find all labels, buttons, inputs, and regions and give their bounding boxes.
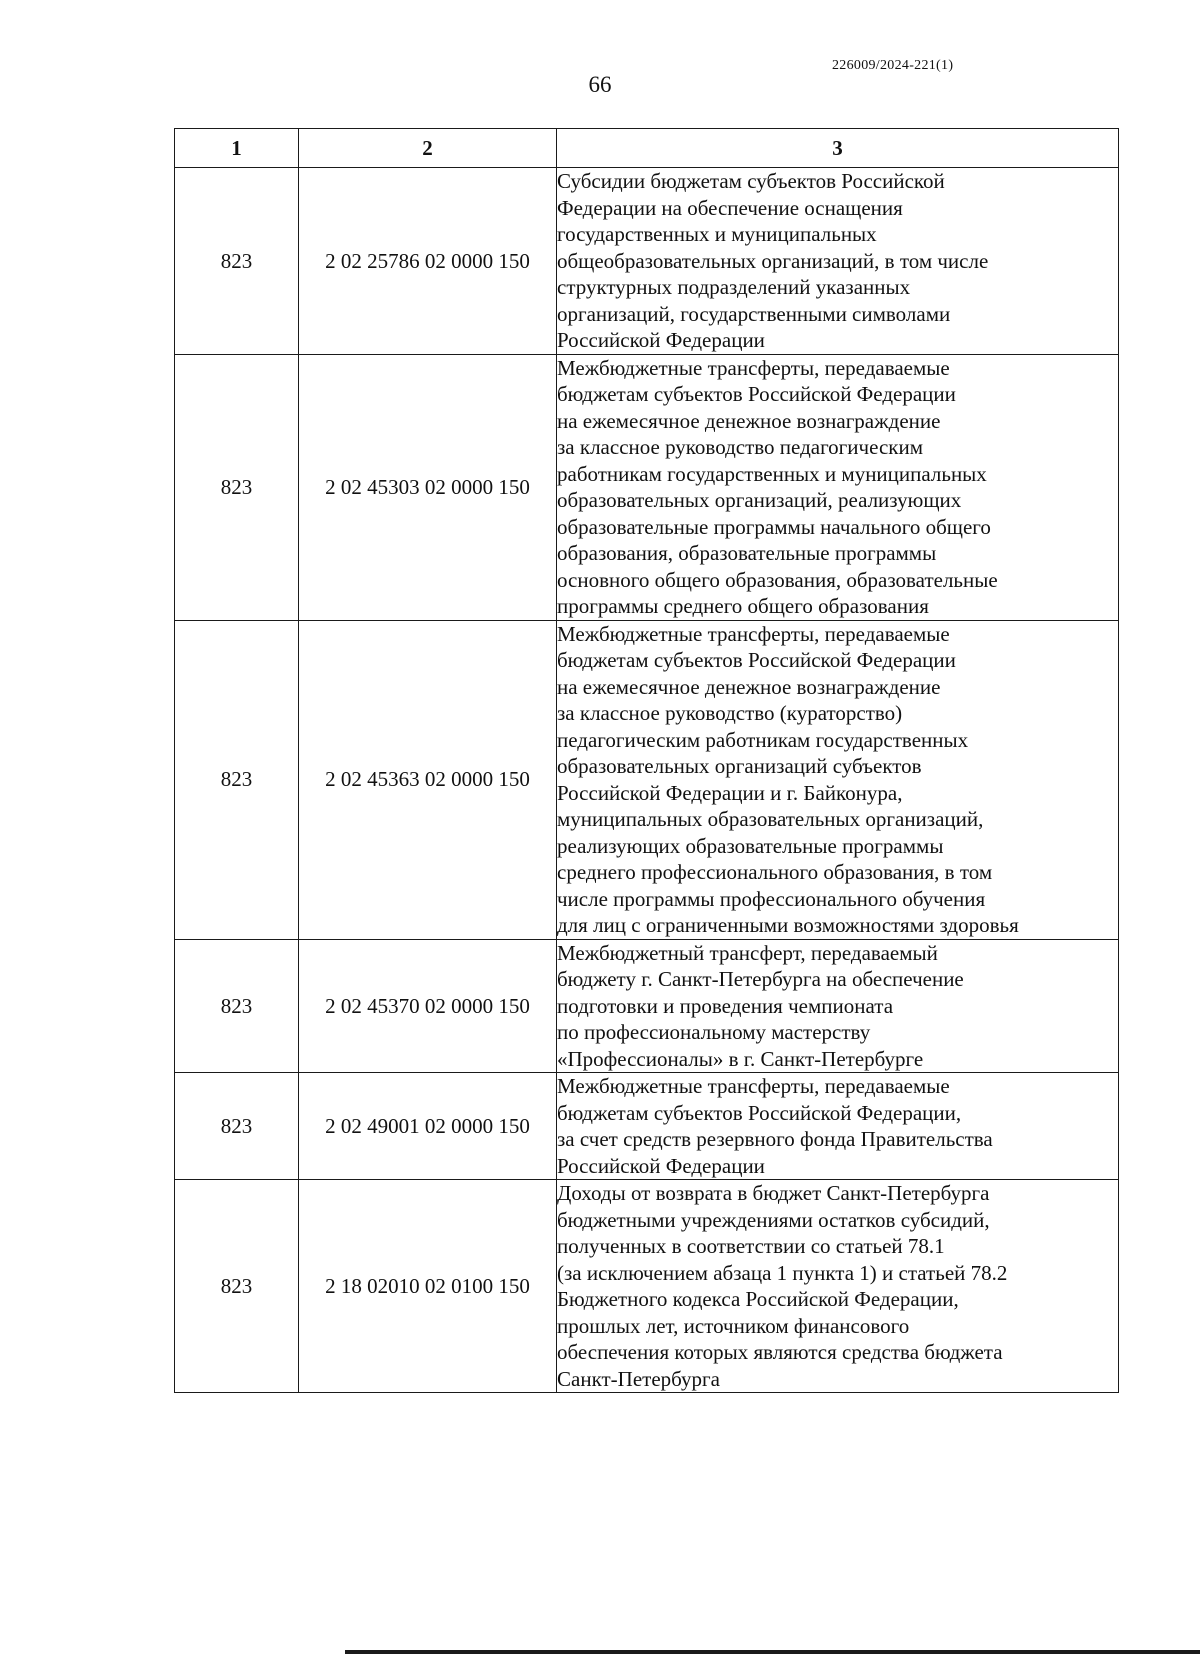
description-line: педагогическим работникам государственных (557, 727, 969, 752)
description-line: структурных подразделений указанных (557, 275, 911, 299)
description-line: муниципальных образовательных организаций, (557, 807, 984, 831)
description-line: Межбюджетный трансферт, передаваемый (557, 940, 938, 965)
description-line: обеспечения которых являются средства бюджета (557, 1340, 1003, 1364)
table-row (175, 168, 1119, 355)
table-body (175, 168, 1119, 1393)
description-line: прошлых лет, источником финансового (557, 1313, 910, 1338)
description-cell (557, 168, 1119, 355)
description-line: за классное руководство педагогическим (557, 435, 923, 459)
description-line: на ежемесячное денежное вознаграждение (557, 674, 941, 699)
description-line: Санкт-Петербурга (557, 1366, 720, 1391)
description-line: бюджету г. Санкт-Петербурга на обеспечение (557, 967, 964, 991)
table-header (175, 129, 1119, 168)
description-line: бюджетам субъектов Российской Федерации (557, 648, 956, 672)
table-row (175, 1073, 1119, 1180)
admin-code-cell: 823 (175, 620, 299, 939)
admin-code-cell: 823 (175, 1073, 299, 1180)
description-line: общеобразовательных организаций, в том числе (557, 248, 989, 273)
description-line: работникам государственных и муниципальных (557, 461, 987, 486)
admin-code-cell: 823 (175, 939, 299, 1073)
description-line: Субсидии бюджетам субъектов Российской (557, 169, 945, 193)
description-line: Межбюджетные трансферты, передаваемые (557, 355, 950, 380)
column-header-3: 3 (557, 129, 1119, 168)
budget-classification-table (174, 128, 1119, 1393)
budget-code-cell: 2 02 49001 02 0000 150 (299, 1073, 557, 1180)
description-line: бюджетам субъектов Российской Федерации (557, 382, 956, 406)
description-line: образовательных организаций субъектов (557, 754, 922, 778)
description-line: «Профессионалы» в г. Санкт-Петербурге (557, 1046, 924, 1071)
description-cell (557, 354, 1119, 620)
description-cell (557, 620, 1119, 939)
description-line: бюджетам субъектов Российской Федерации, (557, 1100, 962, 1125)
budget-code-cell: 2 02 25786 02 0000 150 (299, 168, 557, 355)
budget-code-cell: 2 02 45303 02 0000 150 (299, 354, 557, 620)
description-line: Доходы от возврата в бюджет Санкт-Петербурга (557, 1181, 990, 1205)
description-line: реализующих образовательные программы (557, 833, 944, 858)
table-row (175, 354, 1119, 620)
description-line: Бюджетного кодекса Российской Федерации, (557, 1287, 959, 1311)
table-row (175, 939, 1119, 1073)
admin-code-cell: 823 (175, 1180, 299, 1393)
admin-code-cell: 823 (175, 168, 299, 355)
table-row (175, 1180, 1119, 1393)
description-cell (557, 939, 1119, 1073)
budget-code-cell: 2 02 45370 02 0000 150 (299, 939, 557, 1073)
column-header-2: 2 (299, 129, 557, 168)
description-line: числе программы профессионального обучения (557, 886, 986, 911)
column-header-1: 1 (175, 129, 299, 168)
description-line: Российской Федерации (557, 1153, 765, 1178)
description-line: Российской Федерации и г. Байконура, (557, 780, 903, 805)
table-row (175, 620, 1119, 939)
description-line: Межбюджетные трансферты, передаваемые (557, 1074, 950, 1098)
description-line: за классное руководство (кураторство) (557, 701, 903, 725)
admin-code-cell: 823 (175, 354, 299, 620)
description-line: основного общего образования, образовательные (557, 567, 998, 592)
description-line: (за исключением абзаца 1 пункта 1) и статьей 78.2 (557, 1260, 1008, 1285)
budget-code-cell: 2 18 02010 02 0100 150 (299, 1180, 557, 1393)
budget-code-cell: 2 02 45363 02 0000 150 (299, 620, 557, 939)
table-header-row (175, 129, 1119, 168)
description-line: по профессиональному мастерству (557, 1020, 871, 1044)
description-cell (557, 1180, 1119, 1393)
description-line: Российской Федерации (557, 328, 765, 352)
description-line: среднего профессионального образования, в том (557, 860, 993, 884)
description-line: Межбюджетные трансферты, передаваемые (557, 621, 950, 646)
scan-bottom-edge (345, 1650, 1200, 1654)
description-line: образования, образовательные программы (557, 541, 937, 565)
description-line: подготовки и проведения чемпионата (557, 993, 894, 1018)
description-line: образовательных организаций, реализующих (557, 488, 962, 512)
description-line: программы среднего общего образования (557, 594, 929, 618)
description-line: Федерации на обеспечение оснащения (557, 195, 903, 220)
description-line: для лиц с ограниченными возможностями здоровья (557, 913, 1019, 937)
description-line: образовательные программы начального общего (557, 514, 991, 539)
description-line: полученных в соответствии со статьей 78.1 (557, 1234, 945, 1258)
page-number: 66 (588, 72, 612, 97)
description-line: государственных и муниципальных (557, 222, 877, 246)
description-line: организаций, государственными символами (557, 301, 951, 326)
document-registration-number: 226009/2024-221(1) (832, 58, 954, 73)
description-line: на ежемесячное денежное вознаграждение (557, 408, 941, 433)
description-cell (557, 1073, 1119, 1180)
description-line: бюджетными учреждениями остатков субсидий, (557, 1207, 990, 1232)
description-line: за счет средств резервного фонда Правительства (557, 1127, 993, 1151)
